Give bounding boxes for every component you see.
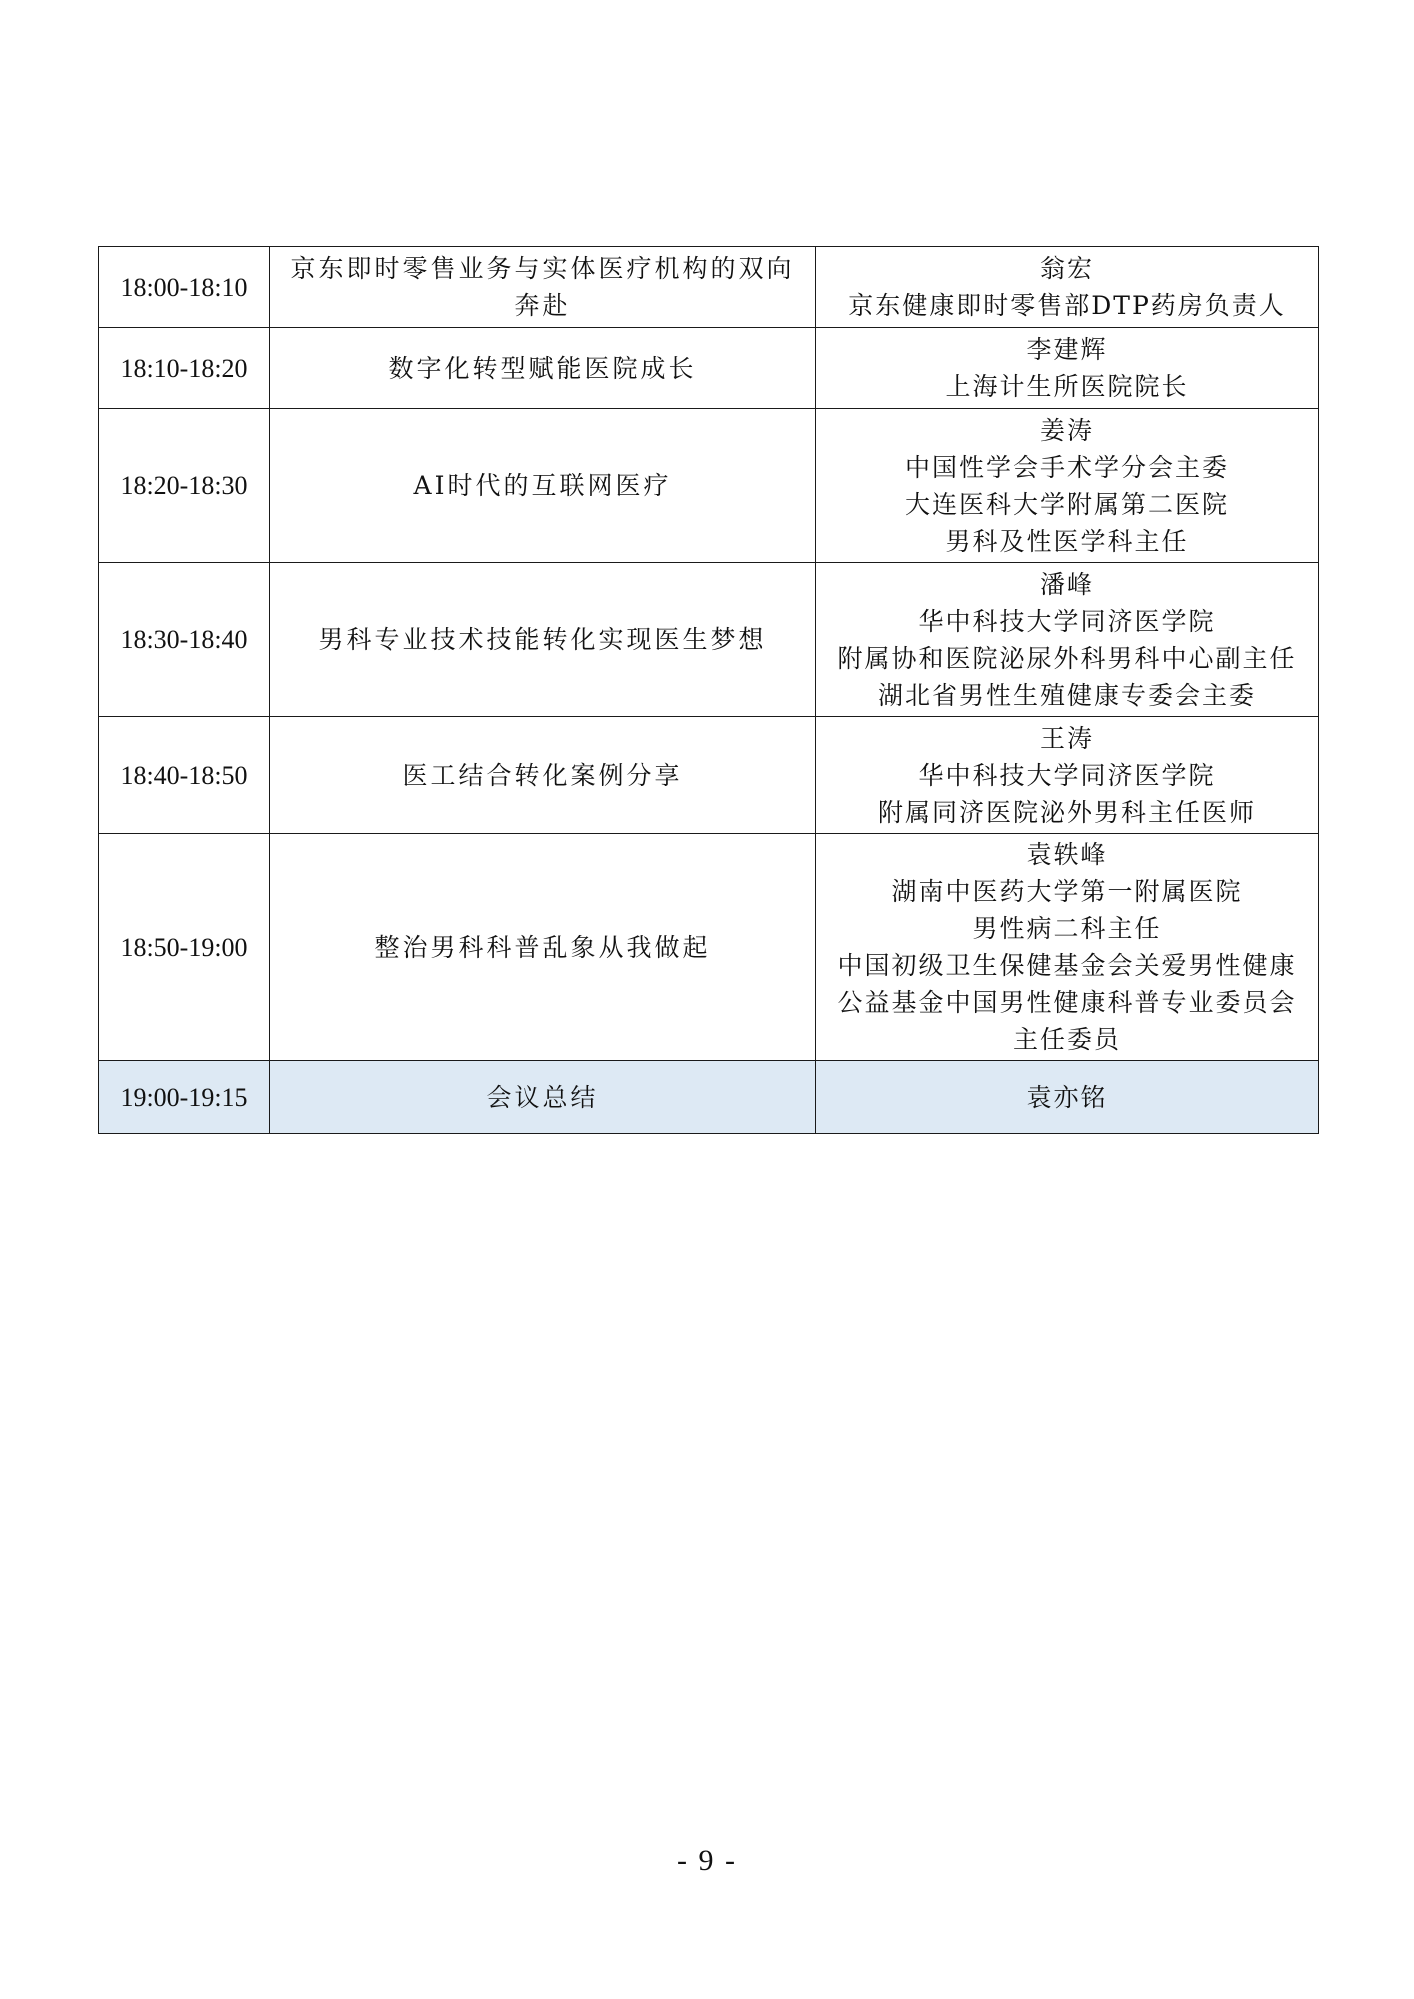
speaker-name: 李建辉 [1026, 335, 1108, 364]
speaker-title-line: 上海计生所医院院长 [945, 372, 1189, 401]
speaker-title-line: 京东健康即时零售部DTP药房负责人 [848, 291, 1286, 320]
time-cell: 18:50-19:00 [99, 834, 270, 1061]
time-cell: 18:40-18:50 [99, 717, 270, 834]
speaker-cell [816, 834, 1319, 1061]
schedule-row [99, 563, 1319, 717]
speaker-name: 姜涛 [1039, 415, 1094, 445]
topic-line: 奔赴 [514, 291, 571, 320]
speaker-title-line: 中国初级卫生保健基金会关爱男性健康 [837, 951, 1297, 980]
speaker-cell [816, 563, 1319, 717]
speaker-title-line: 附属协和医院泌尿外科男科中心副主任 [837, 643, 1297, 673]
speaker-name: 袁轶峰 [1026, 840, 1108, 869]
topic-cell [270, 247, 816, 328]
speaker-title-line: 大连医科大学附属第二医院 [904, 489, 1229, 519]
speaker-cell [816, 328, 1319, 409]
schedule-table [98, 246, 1319, 1134]
schedule-row [99, 328, 1319, 409]
schedule-table-body [99, 247, 1319, 1134]
topic-line: 医工结合转化案例分享 [402, 760, 683, 790]
speaker-title-line: 主任委员 [1012, 1025, 1121, 1054]
schedule-row [99, 834, 1319, 1061]
speaker-name: 翁宏 [1039, 254, 1094, 283]
speaker-title-line: 男性病二科主任 [972, 914, 1162, 943]
speaker-title-line: 附属同济医院泌外男科主任医师 [877, 797, 1256, 827]
time-cell: 18:20-18:30 [99, 409, 270, 563]
time-cell: 19:00-19:15 [99, 1061, 270, 1134]
topic-cell [270, 717, 816, 834]
speaker-cell [816, 1061, 1319, 1134]
schedule-row [99, 247, 1319, 328]
time-cell: 18:10-18:20 [99, 328, 270, 409]
topic-line: 会议总结 [486, 1082, 599, 1112]
topic-line: 整治男科科普乱象从我做起 [374, 932, 711, 962]
speaker-title-line: 华中科技大学同济医学院 [918, 606, 1216, 636]
topic-cell [270, 328, 816, 409]
speaker-cell [816, 247, 1319, 328]
speaker-title-line: 中国性学会手术学分会主委 [904, 452, 1229, 482]
topic-cell [270, 834, 816, 1061]
page-number: - 9 - [677, 1844, 737, 1877]
speaker-cell [816, 409, 1319, 563]
schedule-row [99, 717, 1319, 834]
speaker-title-line: 湖南中医药大学第一附属医院 [891, 877, 1243, 906]
speaker-title-line: 男科及性医学科主任 [945, 526, 1189, 556]
time-cell: 18:30-18:40 [99, 563, 270, 717]
speaker-title-line: 公益基金中国男性健康科普专业委员会 [837, 988, 1297, 1017]
topic-cell [270, 409, 816, 563]
time-cell: 18:00-18:10 [99, 247, 270, 328]
topic-line: AI时代的互联网医疗 [413, 471, 672, 500]
speaker-name: 王涛 [1039, 723, 1094, 753]
speaker-cell [816, 717, 1319, 834]
topic-line: 数字化转型赋能医院成长 [388, 353, 697, 383]
speaker-name: 袁亦铭 [1026, 1082, 1108, 1112]
schedule-row [99, 1061, 1319, 1134]
topic-cell [270, 563, 816, 717]
schedule-row [99, 409, 1319, 563]
topic-cell [270, 1061, 816, 1134]
speaker-title-line: 华中科技大学同济医学院 [918, 760, 1216, 790]
speaker-title-line: 湖北省男性生殖健康专委会主委 [877, 680, 1256, 710]
speaker-name: 潘峰 [1039, 569, 1094, 599]
topic-line: 京东即时零售业务与实体医疗机构的双向 [290, 254, 795, 283]
topic-line: 男科专业技术技能转化实现医生梦想 [318, 625, 767, 654]
